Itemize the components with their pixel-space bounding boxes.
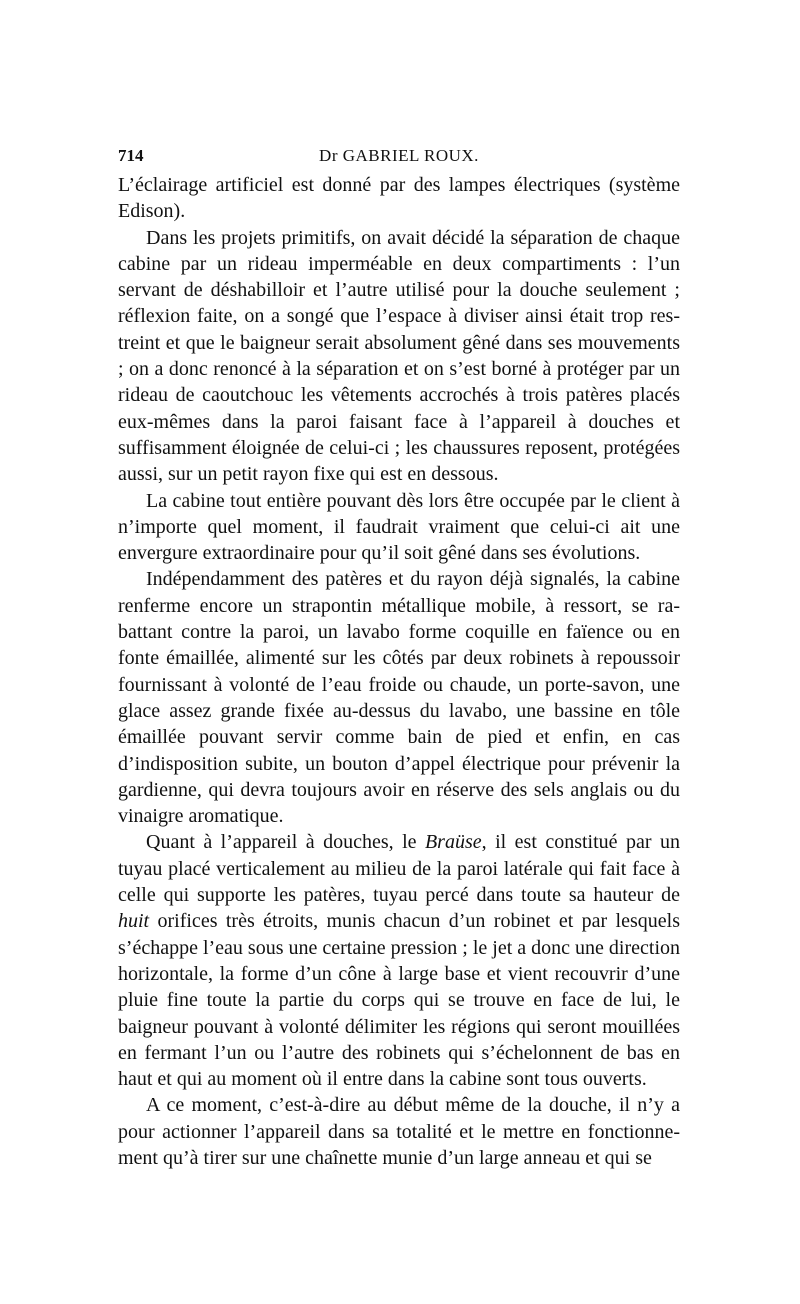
italic-term-huit: huit [118,910,150,933]
body-text [118,172,680,1171]
text-segment: orifices très étroits, munis chacun d’un robinet et par lesquels s’échappe l’eau sous une certaine pression ; le jet a donc une direction horizontale, la forme d’un cône à large base et vient recouvrir d’une pluie fine toute la partie du corps qui se trouve en face de lui, le baigneur pouvant à volonté délimiter les régions qui seront mouillées en fermant l’un ou l’autre des robinets qui s’échelonnent de bas en haut et qui au moment où il entre dans la cabine sont tous ouverts. [118,910,681,1091]
paragraph-lighting: L’éclairage artificiel est donné par des lampes électriques (système Edison). [118,174,680,223]
paragraph-operation: A ce moment, c’est-à-dire au début même de la douche, il n’y a pour actionner l’appareil dans sa totalité et le mettre en fonctionnement qu’à tirer sur une chaînette munie d’un large anneau et qui se [118,1094,680,1169]
paragraph-shower-apparatus [118,829,680,1092]
paragraph-cabin-use: La cabine tout entière pouvant dès lors être occupée par le client à n’importe quel moment, il faudrait vraiment que celui-ci ait une envergure extraordinaire pour qu’il soit gêné dans ses évolutions. [118,489,680,565]
text-segment: Quant à l’appareil à douches, le [146,831,425,854]
italic-term-brause: Braüse [424,831,482,854]
running-title: Dr GABRIEL ROUX. [319,146,479,165]
paragraph-projects: Dans les projets primitifs, on avait décidé la séparation de chaque cabine par un rideau imperméable en deux compartiments : l’un servant de déshabilloir et l’autre utilisé pour la douche seulement ; réflexion faite, on a songé que l’espace à diviser ainsi était trop restreint et que le baigneur serait absolument gêné dans ses mouvements ; on a donc renoncé à la séparation et on s’est borné à protéger par un rideau de caoutchouc les vêtements accrochés à trois patères placés eux-mêmes dans la paroi faisant face à l’appareil à douches et suffisamment éloignée de celui-ci ; les chaussures reposent, protégées aussi, sur un petit rayon fixe qui est en dessous. [118,226,680,486]
paragraph-cabin-equipment: Indépendamment des patères et du rayon déjà signalés, la cabine renferme encore un strapontin métallique mobile, à ressort, se rabattant contre la paroi, un lavabo forme coquille en faïence ou en fonte émaillée, alimenté sur les côtés par deux robinets à repoussoir fournissant à volonté de l’eau froide ou chaude, un porte-savon, une glace assez grande fixée au-dessus du lavabo, une bassine en tôle émaillée pouvant servir comme bain de pied et enfin, en cas d’indisposition subite, un bouton d’appel électrique pour prévenir la gardienne, qui devra toujours avoir en réserve des sels anglais ou du vinaigre aromatique. [118,568,680,828]
text-segment: , il est constitué par un tuyau placé verticalement au milieu de la paroi latérale qui fait face à celle qui supporte les patères, tuyau percé dans toute sa hauteur de [118,831,680,907]
page-number: 714 [118,146,144,165]
book-page [118,140,680,1171]
running-head [118,140,680,172]
